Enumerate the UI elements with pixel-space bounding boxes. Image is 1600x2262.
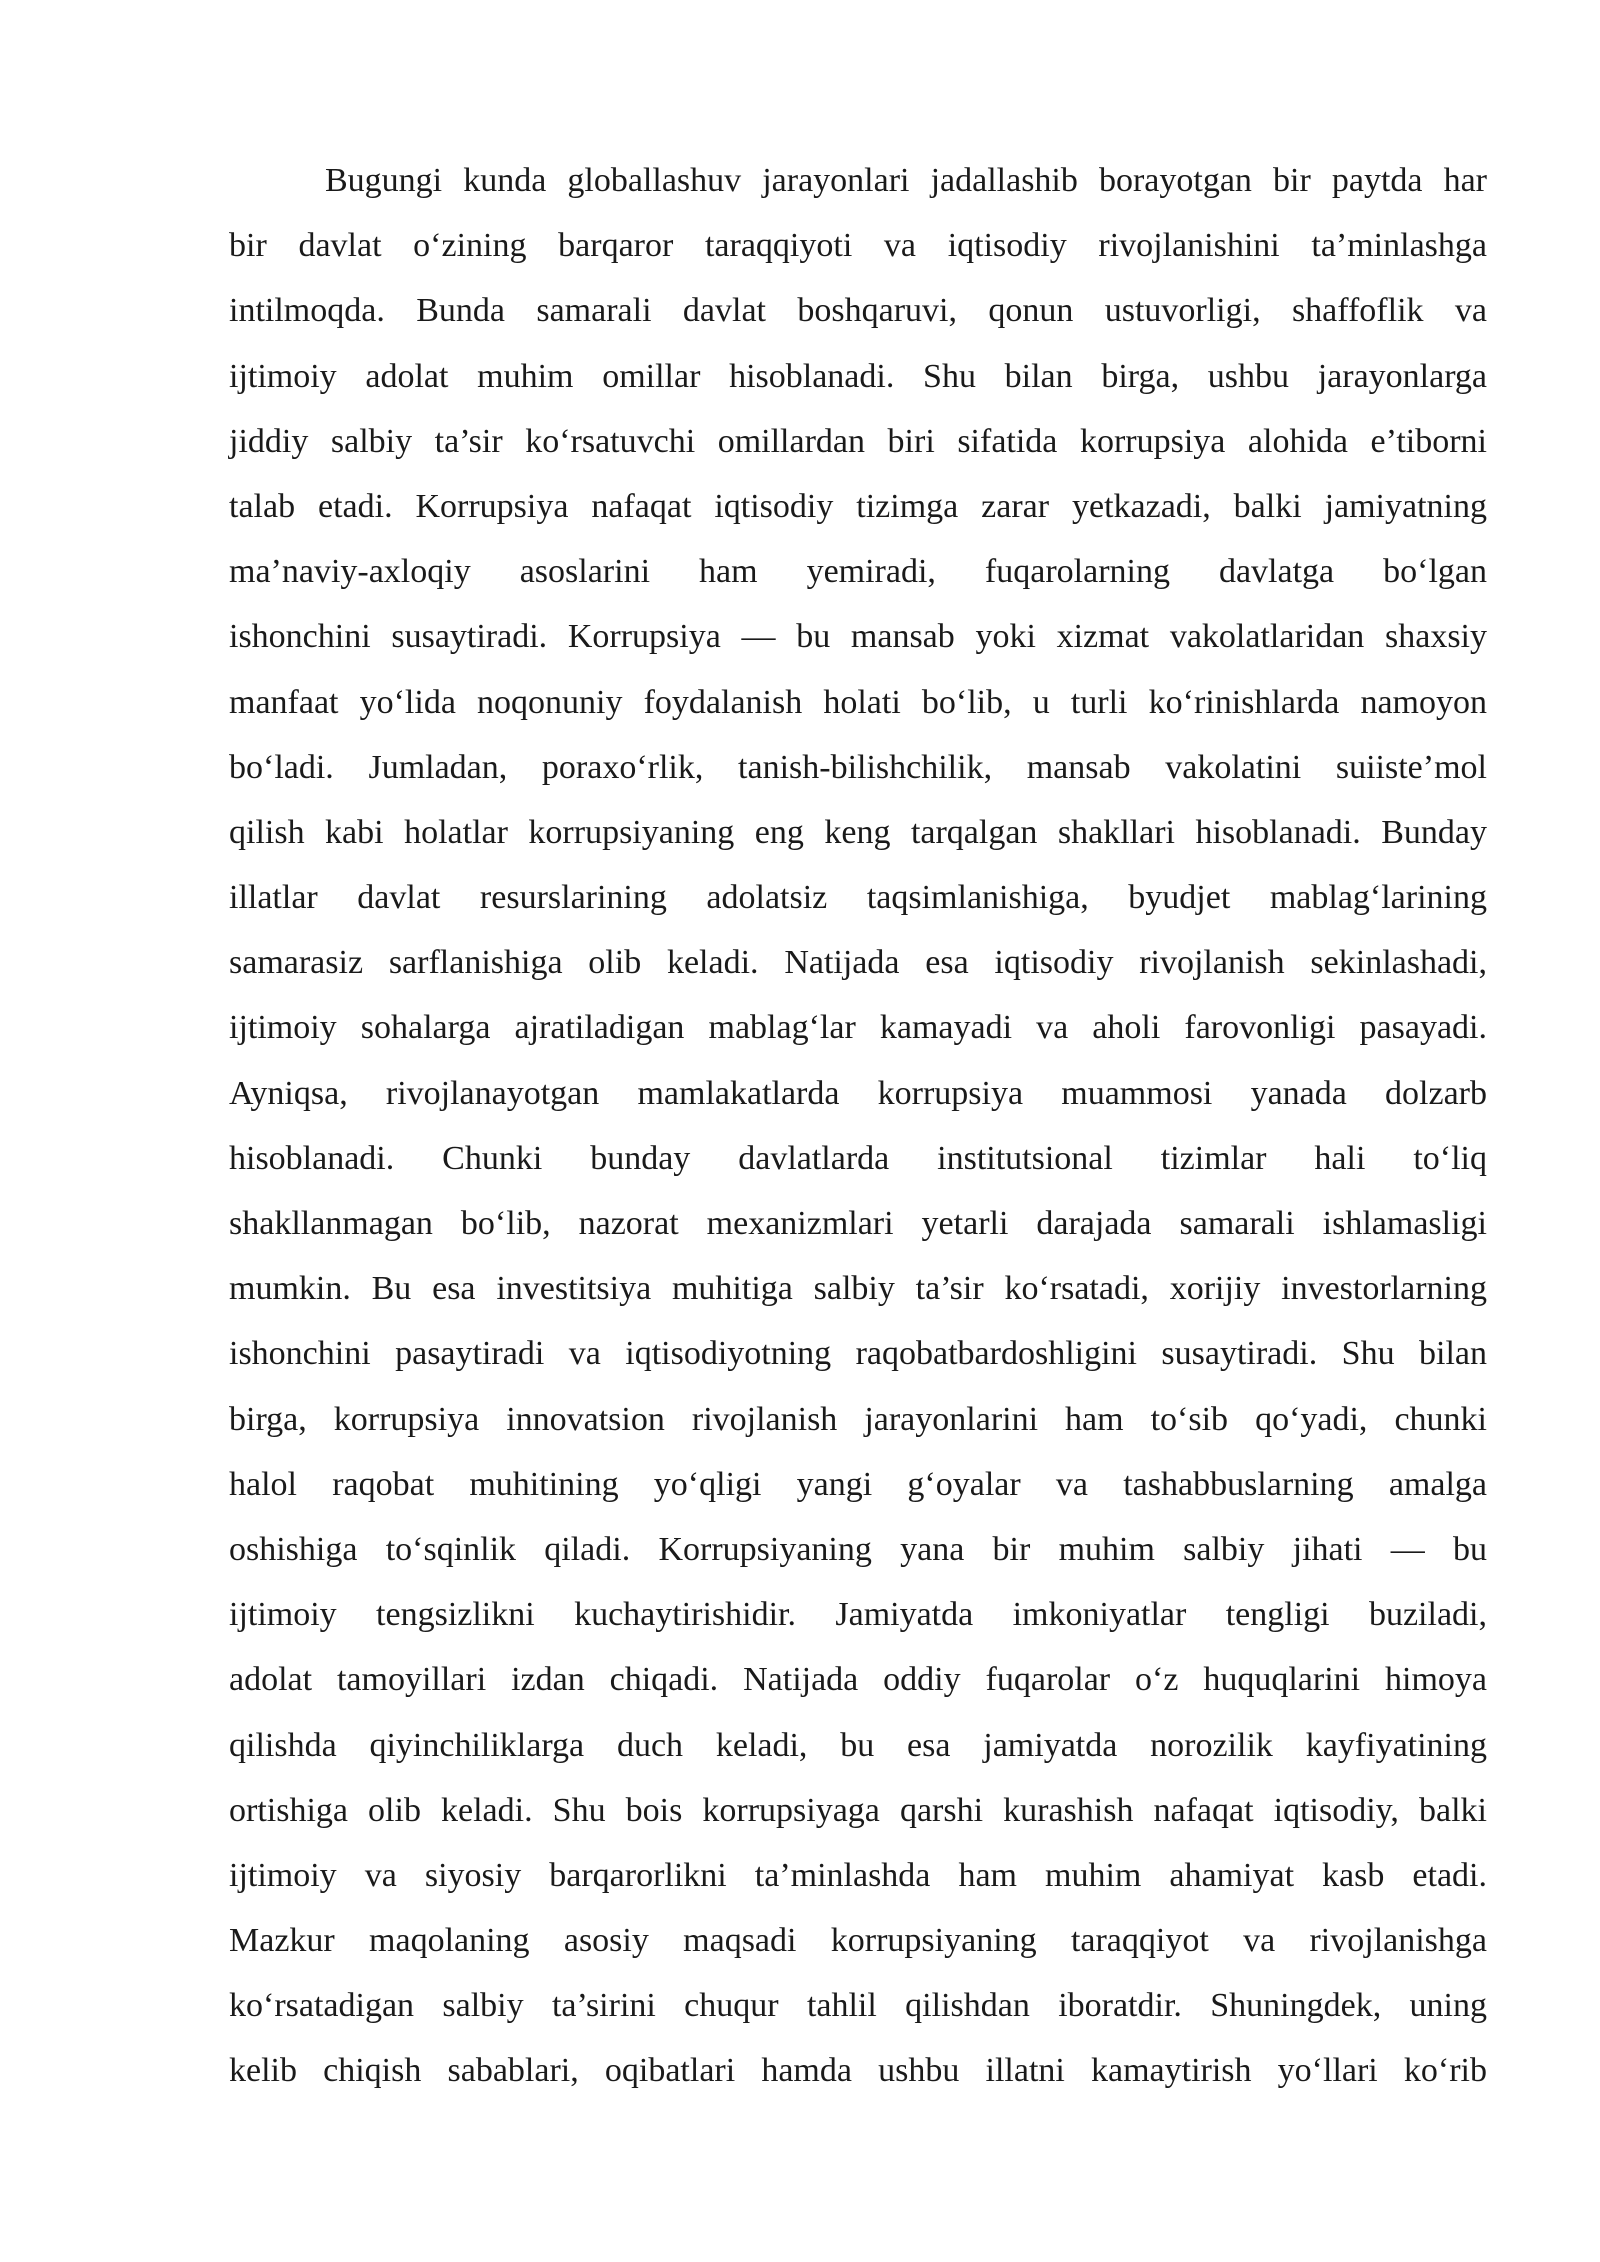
paragraph-line: hisoblanadi. Chunki bunday davlatlarda institutsional tizimlar hali to‘liq (229, 1139, 1487, 1177)
paragraph-line: bir davlat o‘zining barqaror taraqqiyoti va iqtisodiy rivojlanishini ta’minlashga (229, 227, 1487, 265)
paragraph-line: jiddiy salbiy ta’sir ko‘rsatuvchi omillardan biri sifatida korrupsiya alohida e’tiborni (229, 422, 1487, 460)
paragraph-line: ortishiga olib keladi. Shu bois korrupsiyaga qarshi kurashish nafaqat iqtisodiy, balki (229, 1791, 1487, 1829)
paragraph-line: kelib chiqish sabablari, oqibatlari hamda ushbu illatni kamaytirish yo‘llari ko‘rib (229, 2052, 1487, 2090)
paragraph-line: birga, korrupsiya innovatsion rivojlanish jarayonlarini ham to‘sib qo‘yadi, chunki (229, 1400, 1487, 1438)
paragraph-line: Ayniqsa, rivojlanayotgan mamlakatlarda korrupsiya muammosi yanada dolzarb (229, 1074, 1487, 1112)
body-paragraph (229, 148, 1487, 2104)
paragraph-line: ijtimoiy va siyosiy barqarorlikni ta’minlashda ham muhim ahamiyat kasb etadi. (229, 1856, 1487, 1894)
paragraph-line: ijtimoiy sohalarga ajratiladigan mablag‘lar kamayadi va aholi farovonligi pasayadi. (229, 1009, 1487, 1047)
paragraph-line: intilmoqda. Bunda samarali davlat boshqaruvi, qonun ustuvorligi, shaffoflik va (229, 292, 1487, 330)
paragraph-line: qilishda qiyinchiliklarga duch keladi, bu esa jamiyatda norozilik kayfiyatining (229, 1726, 1487, 1764)
paragraph-line: oshishiga to‘sqinlik qiladi. Korrupsiyaning yana bir muhim salbiy jihati — bu (229, 1530, 1487, 1568)
paragraph-line: ko‘rsatadigan salbiy ta’sirini chuqur tahlil qilishdan iboratdir. Shuningdek, uning (229, 1987, 1487, 2025)
paragraph-line: Mazkur maqolaning asosiy maqsadi korrupsiyaning taraqqiyot va rivojlanishga (229, 1922, 1487, 1960)
paragraph-line: talab etadi. Korrupsiya nafaqat iqtisodiy tizimga zarar yetkazadi, balki jamiyatning (229, 487, 1487, 525)
paragraph-line: illatlar davlat resurslarining adolatsiz taqsimlanishiga, byudjet mablag‘larining (229, 879, 1487, 917)
paragraph-line: qilish kabi holatlar korrupsiyaning eng keng tarqalgan shakllari hisoblanadi. Bunday (229, 813, 1487, 851)
paragraph-line: ma’naviy-axloqiy asoslarini ham yemiradi, fuqarolarning davlatga bo‘lgan (229, 553, 1487, 591)
paragraph-line: ijtimoiy adolat muhim omillar hisoblanadi. Shu bilan birga, ushbu jarayonlarga (229, 357, 1487, 395)
paragraph-line: samarasiz sarflanishiga olib keladi. Natijada esa iqtisodiy rivojlanish sekinlashadi, (229, 944, 1487, 982)
paragraph-line-first: Bugungi kunda globallashuv jarayonlari jadallashib borayotgan bir paytda har (325, 162, 1487, 199)
paragraph-line: mumkin. Bu esa investitsiya muhitiga salbiy ta’sir ko‘rsatadi, xorijiy investorlarning (229, 1270, 1487, 1308)
paragraph-line: ishonchini pasaytiradi va iqtisodiyotning raqobatbardoshligini susaytiradi. Shu bilan (229, 1335, 1487, 1373)
paragraph-line: bo‘ladi. Jumladan, poraxo‘rlik, tanish-bilishchilik, mansab vakolatini suiiste’mol (229, 748, 1487, 786)
paragraph-line: shakllanmagan bo‘lib, nazorat mexanizmlari yetarli darajada samarali ishlamasligi (229, 1205, 1487, 1242)
paragraph-line: adolat tamoyillari izdan chiqadi. Natijada oddiy fuqarolar o‘z huquqlarini himoya (229, 1661, 1487, 1699)
paragraph-line: manfaat yo‘lida noqonuniy foydalanish holati bo‘lib, u turli ko‘rinishlarda namoyon (229, 683, 1487, 721)
paragraph-line: halol raqobat muhitining yo‘qligi yangi g‘oyalar va tashabbuslarning amalga (229, 1465, 1487, 1503)
paragraph-line: ijtimoiy tengsizlikni kuchaytirishidir. Jamiyatda imkoniyatlar tengligi buziladi, (229, 1596, 1487, 1634)
paragraph-line: ishonchini susaytiradi. Korrupsiya — bu mansab yoki xizmat vakolatlaridan shaxsiy (229, 618, 1487, 656)
